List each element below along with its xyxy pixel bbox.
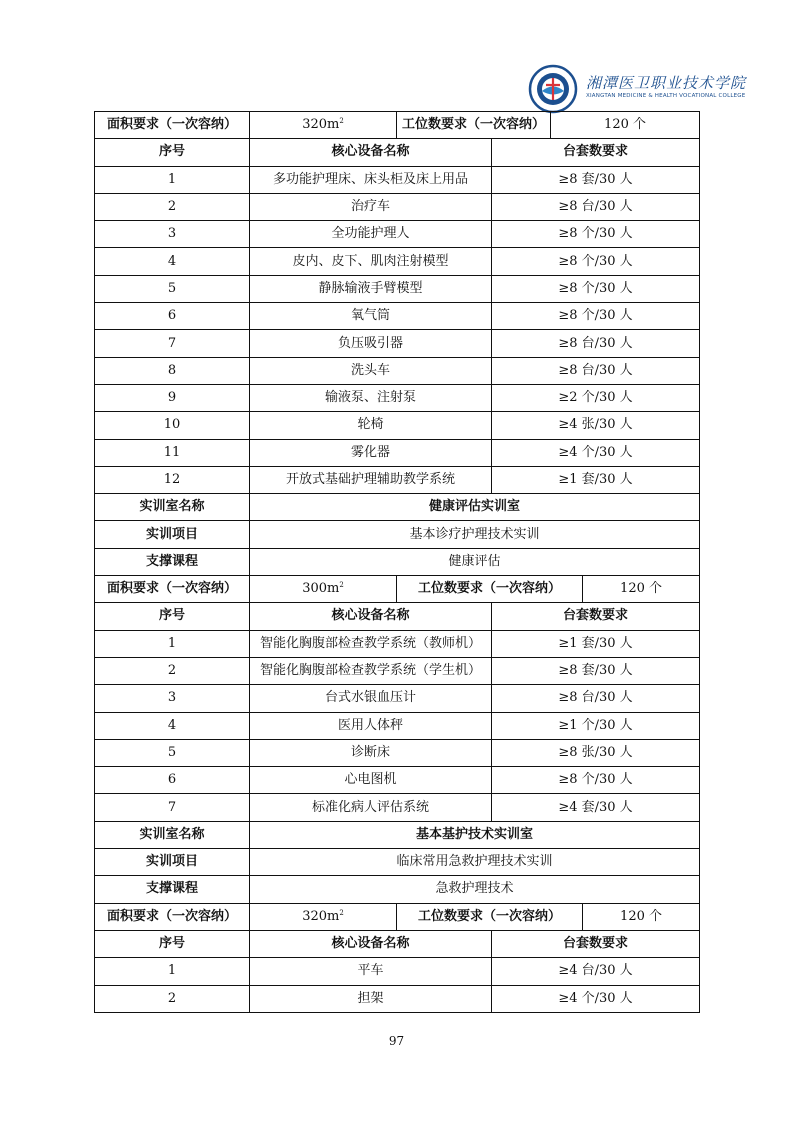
table-row [95, 712, 700, 739]
table-row [95, 767, 700, 794]
equipment-name: 担架 [250, 985, 492, 1012]
equipment-name: 皮内、皮下、肌肉注射模型 [250, 248, 492, 275]
equipment-qty: ≥1 个/30 人 [492, 712, 700, 739]
course-value: 健康评估 [250, 548, 700, 575]
equipment-header: 核心设备名称 [250, 139, 492, 166]
row-number: 7 [95, 794, 250, 821]
project-label: 实训项目 [95, 849, 250, 876]
table-row [95, 166, 700, 193]
table-row [95, 439, 700, 466]
area-value: $320m^2$ [250, 903, 397, 930]
section3-rows [95, 958, 700, 1013]
seq-header: 序号 [95, 139, 250, 166]
equipment-name: 雾化器 [250, 439, 492, 466]
equipment-qty: ≥8 台/30 人 [492, 357, 700, 384]
equipment-qty: ≥8 个/30 人 [492, 767, 700, 794]
area-row [95, 903, 700, 930]
area-value: $300m^2$ [250, 576, 397, 603]
area-label: 面积要求（一次容纳） [95, 112, 250, 139]
room-row [95, 821, 700, 848]
equipment-name: 医用人体秤 [250, 712, 492, 739]
equipment-name: 全功能护理人 [250, 221, 492, 248]
row-number: 4 [95, 712, 250, 739]
area-row [95, 112, 700, 139]
table-row [95, 193, 700, 220]
equipment-qty: ≥8 台/30 人 [492, 330, 700, 357]
project-label: 实训项目 [95, 521, 250, 548]
logo-chinese-name: 湘潭医卫职业技术学院 [586, 74, 747, 92]
area-row [95, 576, 700, 603]
room-label: 实训室名称 [95, 821, 250, 848]
equipment-qty: ≥8 套/30 人 [492, 166, 700, 193]
table-row [95, 221, 700, 248]
equipment-qty: ≥8 个/30 人 [492, 221, 700, 248]
table-row [95, 685, 700, 712]
section1-rows [95, 166, 700, 494]
room-label: 实训室名称 [95, 494, 250, 521]
equipment-header: 核心设备名称 [250, 603, 492, 630]
area-label: 面积要求（一次容纳） [95, 576, 250, 603]
equipment-qty: ≥8 台/30 人 [492, 193, 700, 220]
equipment-name: 静脉输液手臂模型 [250, 275, 492, 302]
project-value: 临床常用急救护理技术实训 [250, 849, 700, 876]
table-row [95, 357, 700, 384]
stations-label: 工位数要求（一次容纳） [397, 576, 583, 603]
stations-label: 工位数要求（一次容纳） [397, 112, 551, 139]
equipment-name: 洗头车 [250, 357, 492, 384]
row-number: 10 [95, 412, 250, 439]
row-number: 2 [95, 657, 250, 684]
table-row [95, 739, 700, 766]
course-value: 急救护理技术 [250, 876, 700, 903]
row-number: 11 [95, 439, 250, 466]
equipment-name: 治疗车 [250, 193, 492, 220]
row-number: 5 [95, 739, 250, 766]
equipment-name: 输液泵、注射泵 [250, 384, 492, 411]
row-number: 1 [95, 630, 250, 657]
stations-label: 工位数要求（一次容纳） [397, 903, 583, 930]
row-number: 1 [95, 958, 250, 985]
row-number: 7 [95, 330, 250, 357]
table-header-row [95, 139, 700, 166]
course-row [95, 548, 700, 575]
row-number: 2 [95, 193, 250, 220]
equipment-table [94, 111, 700, 1013]
equipment-name: 平车 [250, 958, 492, 985]
table-row [95, 303, 700, 330]
table-header-row [95, 603, 700, 630]
row-number: 6 [95, 303, 250, 330]
equipment-qty: ≥1 套/30 人 [492, 466, 700, 493]
equipment-name: 标准化病人评估系统 [250, 794, 492, 821]
equipment-qty: ≥4 张/30 人 [492, 412, 700, 439]
equipment-name: 智能化胸腹部检查教学系统（学生机） [250, 657, 492, 684]
row-number: 8 [95, 357, 250, 384]
table-row [95, 958, 700, 985]
row-number: 4 [95, 248, 250, 275]
room-value: 健康评估实训室 [250, 494, 700, 521]
row-number: 3 [95, 221, 250, 248]
equipment-qty: ≥1 套/30 人 [492, 630, 700, 657]
table-row [95, 657, 700, 684]
equipment-qty: ≥8 台/30 人 [492, 685, 700, 712]
equipment-qty: ≥8 套/30 人 [492, 657, 700, 684]
equipment-table-page [94, 111, 699, 1013]
page-number: 97 [388, 1034, 405, 1048]
section2-rows [95, 630, 700, 821]
equipment-qty: ≥4 套/30 人 [492, 794, 700, 821]
table-row [95, 412, 700, 439]
equipment-name: 台式水银血压计 [250, 685, 492, 712]
college-logo [528, 64, 747, 114]
stations-value: 120 个 [583, 903, 700, 930]
area-label: 面积要求（一次容纳） [95, 903, 250, 930]
equipment-name: 负压吸引器 [250, 330, 492, 357]
equipment-qty: ≥8 个/30 人 [492, 275, 700, 302]
table-row [95, 630, 700, 657]
row-number: 6 [95, 767, 250, 794]
qty-header: 台套数要求 [492, 930, 700, 957]
equipment-name: 多功能护理床、床头柜及床上用品 [250, 166, 492, 193]
course-label: 支撑课程 [95, 548, 250, 575]
stations-value: 120 个 [583, 576, 700, 603]
college-emblem-icon [528, 64, 578, 114]
room-row [95, 494, 700, 521]
equipment-qty: ≥2 个/30 人 [492, 384, 700, 411]
equipment-qty: ≥4 个/30 人 [492, 985, 700, 1012]
project-value: 基本诊疗护理技术实训 [250, 521, 700, 548]
equipment-qty: ≥4 个/30 人 [492, 439, 700, 466]
equipment-name: 轮椅 [250, 412, 492, 439]
equipment-name: 氧气筒 [250, 303, 492, 330]
table-row [95, 275, 700, 302]
room-value: 基本基护技术实训室 [250, 821, 700, 848]
qty-header: 台套数要求 [492, 603, 700, 630]
table-row [95, 794, 700, 821]
equipment-name: 心电图机 [250, 767, 492, 794]
equipment-qty: ≥4 台/30 人 [492, 958, 700, 985]
equipment-header: 核心设备名称 [250, 930, 492, 957]
equipment-name: 诊断床 [250, 739, 492, 766]
seq-header: 序号 [95, 930, 250, 957]
area-value: $320m^2$ [250, 112, 397, 139]
row-number: 1 [95, 166, 250, 193]
table-header-row [95, 930, 700, 957]
seq-header: 序号 [95, 603, 250, 630]
table-row [95, 248, 700, 275]
qty-header: 台套数要求 [492, 139, 700, 166]
equipment-qty: ≥8 张/30 人 [492, 739, 700, 766]
logo-english-name: XIANGTAN MEDICINE & HEALTH VOCATIONAL COLLEGE [586, 93, 746, 99]
row-number: 2 [95, 985, 250, 1012]
equipment-qty: ≥8 个/30 人 [492, 303, 700, 330]
equipment-name: 开放式基础护理辅助教学系统 [250, 466, 492, 493]
project-row [95, 849, 700, 876]
equipment-qty: ≥8 个/30 人 [492, 248, 700, 275]
course-row [95, 876, 700, 903]
row-number: 12 [95, 466, 250, 493]
course-label: 支撑课程 [95, 876, 250, 903]
row-number: 3 [95, 685, 250, 712]
table-row [95, 466, 700, 493]
row-number: 5 [95, 275, 250, 302]
row-number: 9 [95, 384, 250, 411]
table-row [95, 330, 700, 357]
table-row [95, 384, 700, 411]
stations-value: 120 个 [551, 112, 700, 139]
equipment-name: 智能化胸腹部检查教学系统（教师机） [250, 630, 492, 657]
table-row [95, 985, 700, 1012]
project-row [95, 521, 700, 548]
